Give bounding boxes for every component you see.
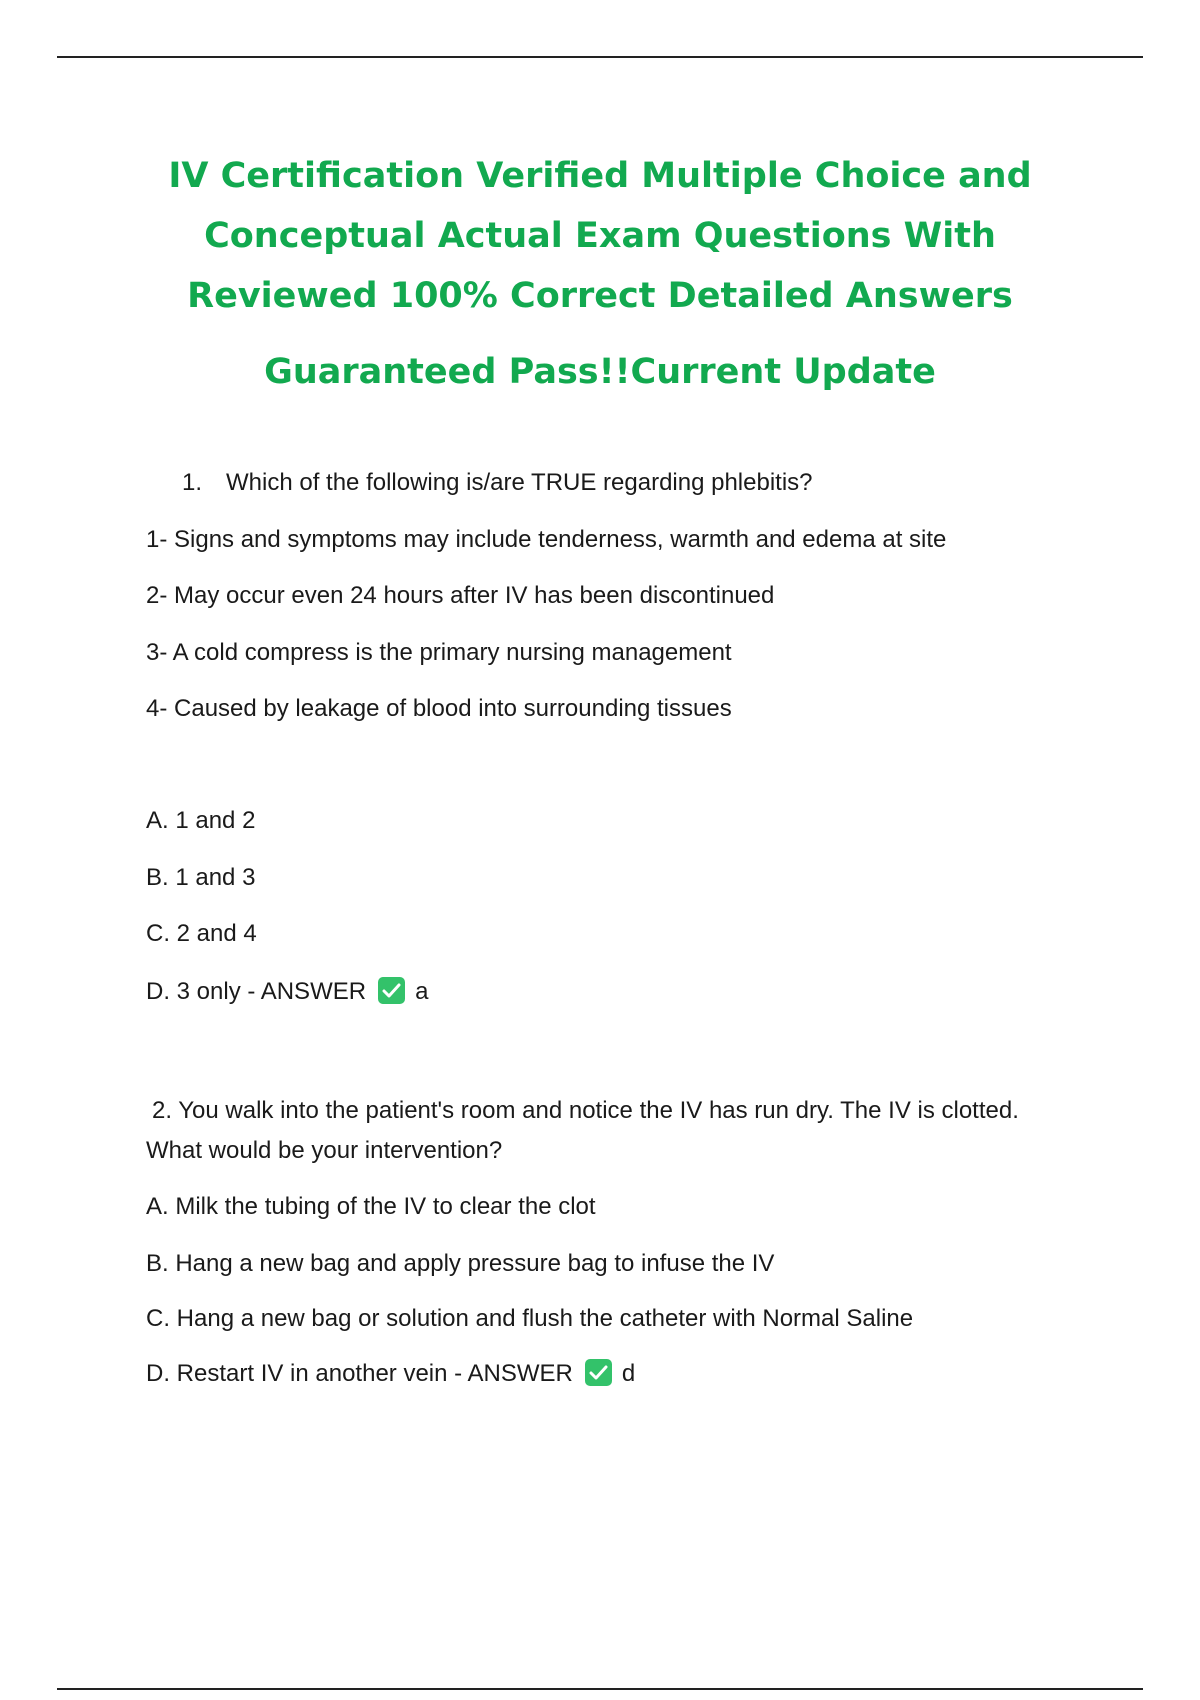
question-2-option-c: C. Hang a new bag or solution and flush the catheter with Normal Saline [146, 1305, 914, 1332]
title-line-1: IV Certification Verified Multiple Choice and [168, 156, 1032, 196]
question-1-option-d [146, 977, 428, 1007]
check-mark-icon [585, 1359, 612, 1386]
question-1-statement-4: 4- Caused by leakage of blood into surrounding tissues [146, 695, 732, 722]
title-line-4: Guaranteed Pass!!Current Update [264, 352, 936, 392]
question-1-option-b: B. 1 and 3 [146, 864, 256, 891]
question-1-statement-1: 1- Signs and symptoms may include tenderness, warmth and edema at site [146, 526, 947, 553]
bottom-divider [57, 1688, 1143, 1690]
check-mark-icon [378, 977, 405, 1004]
question-2-option-a: A. Milk the tubing of the IV to clear the clot [146, 1193, 596, 1220]
question-2-option-d [146, 1359, 635, 1389]
question-2-option-d-text: D. Restart IV in another vein - ANSWER [146, 1360, 573, 1387]
question-1-answer: a [415, 978, 429, 1005]
document-title [150, 146, 1050, 402]
top-divider [57, 56, 1143, 58]
title-line-2: Conceptual Actual Exam Questions With [204, 216, 996, 256]
question-1-option-a: A. 1 and 2 [146, 807, 256, 834]
question-1-text: Which of the following is/are TRUE regarding phlebitis? [226, 469, 813, 496]
question-1-option-d-text: D. 3 only - ANSWER [146, 978, 367, 1005]
question-2-text-line-2: What would be your intervention? [146, 1137, 503, 1164]
question-2-answer: d [621, 1360, 636, 1387]
question-1-statement-3: 3- A cold compress is the primary nursing management [146, 639, 732, 666]
question-2-option-b: B. Hang a new bag and apply pressure bag to infuse the IV [146, 1250, 775, 1277]
question-2-text [146, 1096, 1106, 1166]
title-line-3: Reviewed 100% Correct Detailed Answers [187, 276, 1013, 316]
question-1-statement-2: 2- May occur even 24 hours after IV has been discontinued [146, 582, 775, 609]
question-1-heading [182, 468, 813, 498]
question-1-number: 1. [182, 469, 203, 496]
question-1-option-c: C. 2 and 4 [146, 920, 257, 947]
question-2-text-line-1: 2. You walk into the patient's room and notice the IV has run dry. The IV is clotted. [152, 1097, 1019, 1124]
